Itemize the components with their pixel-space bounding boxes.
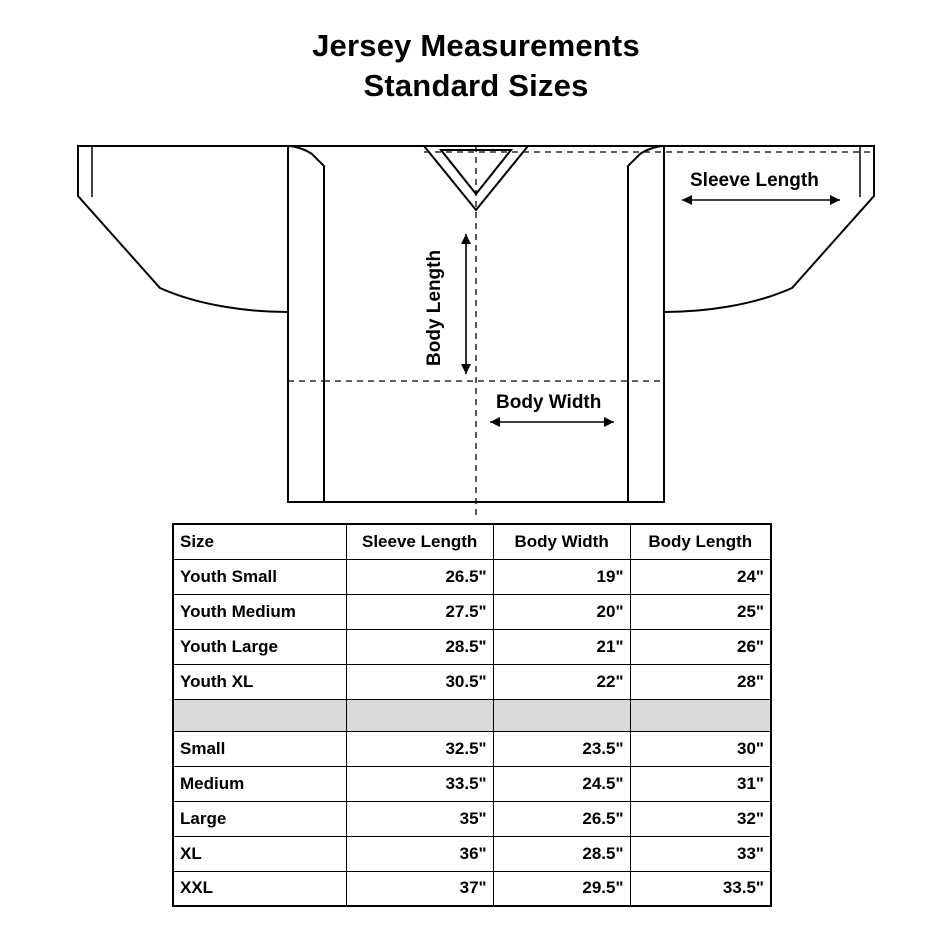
cell-sleeve: 37" — [346, 871, 493, 906]
header-sleeve-length: Sleeve Length — [346, 524, 493, 559]
table-row — [173, 836, 771, 871]
cell-size: Large — [173, 801, 346, 836]
cell-sleeve: 35" — [346, 801, 493, 836]
cell-length: 33" — [630, 836, 771, 871]
size-table-wrapper — [172, 523, 772, 907]
cell-size: Youth Medium — [173, 594, 346, 629]
cell-length: 31" — [630, 766, 771, 801]
spacer-cell — [173, 699, 346, 731]
cell-width: 19" — [493, 559, 630, 594]
cell-size: XL — [173, 836, 346, 871]
body-length-label: Body Length — [424, 249, 445, 366]
table-row — [173, 664, 771, 699]
table-header-row — [173, 524, 771, 559]
cell-length: 24" — [630, 559, 771, 594]
cell-length: 32" — [630, 801, 771, 836]
sleeve-length-measure — [682, 170, 840, 205]
title-line-1: Jersey Measurements — [312, 28, 640, 63]
jersey-diagram — [0, 126, 952, 516]
cell-width: 20" — [493, 594, 630, 629]
cell-width: 21" — [493, 629, 630, 664]
table-row — [173, 871, 771, 906]
body-width-label: Body Width — [496, 392, 602, 413]
cell-length: 26" — [630, 629, 771, 664]
header-size: Size — [173, 524, 346, 559]
cell-sleeve: 36" — [346, 836, 493, 871]
cell-size: Small — [173, 731, 346, 766]
cell-sleeve: 28.5" — [346, 629, 493, 664]
body-width-measure — [490, 392, 614, 427]
cell-length: 25" — [630, 594, 771, 629]
cell-length: 30" — [630, 731, 771, 766]
table-row — [173, 801, 771, 836]
cell-size: Medium — [173, 766, 346, 801]
header-body-length: Body Length — [630, 524, 771, 559]
cell-width: 28.5" — [493, 836, 630, 871]
spacer-cell — [493, 699, 630, 731]
left-sleeve-outline — [78, 146, 288, 312]
cell-sleeve: 33.5" — [346, 766, 493, 801]
cell-length: 33.5" — [630, 871, 771, 906]
table-row — [173, 559, 771, 594]
page-title — [0, 26, 952, 106]
table-row — [173, 594, 771, 629]
cell-size: XXL — [173, 871, 346, 906]
cell-width: 22" — [493, 664, 630, 699]
cell-size: Youth Small — [173, 559, 346, 594]
cell-sleeve: 30.5" — [346, 664, 493, 699]
cell-width: 24.5" — [493, 766, 630, 801]
table-row — [173, 629, 771, 664]
sleeve-length-label: Sleeve Length — [690, 170, 819, 191]
table-row — [173, 731, 771, 766]
cell-size: Youth XL — [173, 664, 346, 699]
cell-sleeve: 32.5" — [346, 731, 493, 766]
cell-length: 28" — [630, 664, 771, 699]
title-line-2: Standard Sizes — [363, 68, 589, 103]
cell-width: 29.5" — [493, 871, 630, 906]
cell-sleeve: 26.5" — [346, 559, 493, 594]
table-spacer-row — [173, 699, 771, 731]
cell-width: 23.5" — [493, 731, 630, 766]
header-body-width: Body Width — [493, 524, 630, 559]
cell-width: 26.5" — [493, 801, 630, 836]
table-row — [173, 766, 771, 801]
cell-size: Youth Large — [173, 629, 346, 664]
spacer-cell — [630, 699, 771, 731]
spacer-cell — [346, 699, 493, 731]
cell-sleeve: 27.5" — [346, 594, 493, 629]
size-table — [172, 523, 772, 907]
